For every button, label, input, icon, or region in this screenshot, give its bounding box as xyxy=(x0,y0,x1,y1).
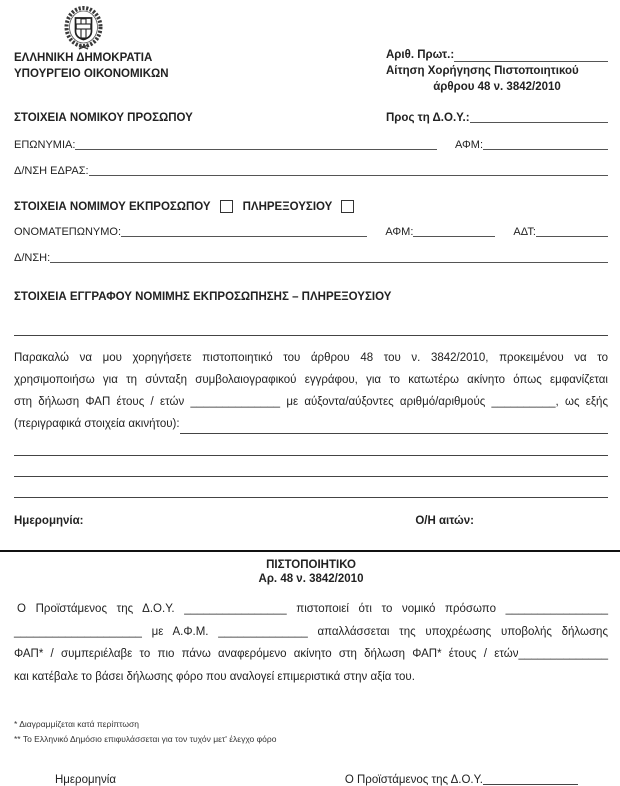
request-line: χρησιμοποιήσω για τη σύνταξη συμβολαιογραφικού εγγράφου, για το κατωτέρω ακίνητο όπως εμφανίζεται xyxy=(14,374,608,386)
issuing-authority xyxy=(14,47,169,95)
application-date-label: Ημερομηνία: xyxy=(14,515,84,527)
company-name-field[interactable] xyxy=(75,140,437,150)
property-description-label: (περιγραφικά στοιχεία ακινήτου): xyxy=(14,418,180,430)
rep-adt-field[interactable] xyxy=(536,227,608,237)
certificate-title: ΠΙΣΤΟΠΟΙΗΤΙΚΟ xyxy=(266,559,356,571)
footnotes xyxy=(14,717,608,747)
certificate-line: ____________________ με Α.Φ.Μ. ______________ απαλλάσσεται της υποχρέωσης υποβολής δήλωσης xyxy=(14,625,608,638)
application-title-line2: άρθρου 48 ν. 3842/2010 xyxy=(433,81,561,93)
doy-head-label: Ο Προϊστάμενος της Δ.Ο.Υ. xyxy=(344,774,483,786)
property-description-line[interactable] xyxy=(14,435,608,456)
org-line1: ΕΛΛΗΝΙΚΗ ΔΗΜΟΚΡΑΤΙΑ xyxy=(14,52,153,64)
rep-address-field[interactable] xyxy=(50,253,608,263)
certificate-line: και κατέβαλε το βάσει δήλωσης φόρο που αναλογεί επιμεριστικά στην αξία του. xyxy=(14,670,415,683)
request-line: στη δήλωση ΦΑΠ έτους / ετών ______________ με αύξοντα/αύξοντες αριθμό/αριθμούς __________, ως εξής xyxy=(14,396,608,408)
section-divider xyxy=(0,550,620,552)
certificate-date-label: Ημερομηνία xyxy=(55,774,116,786)
fullname-label: ΟΝΟΜΑΤΕΠΩΝΥΜΟ: xyxy=(14,226,122,238)
company-name-label: ΕΠΩΝΥΜΙΑ: xyxy=(14,139,76,151)
org-line2: ΥΠΟΥΡΓΕΙΟ ΟΙΚΟΝΟΜΙΚΩΝ xyxy=(14,68,169,80)
rep-afm-field[interactable] xyxy=(413,227,495,237)
greek-national-emblem-icon xyxy=(63,5,104,53)
rep-address-label: Δ/ΝΣΗ: xyxy=(14,252,51,264)
header-right-block xyxy=(386,47,608,95)
section-title-legal-entity: ΣΤΟΙΧΕΙΑ ΝΟΜΙΚΟΥ ΠΡΟΣΩΠΟΥ xyxy=(14,112,193,124)
to-doy-field[interactable] xyxy=(470,113,608,123)
proxy-checkbox[interactable] xyxy=(341,200,354,213)
proxy-label: ΠΛΗΡΕΞΟΥΣΙΟΥ xyxy=(242,200,333,213)
authorization-doc-field[interactable] xyxy=(14,303,608,336)
entity-afm-label: ΑΦΜ: xyxy=(454,139,483,151)
rep-adt-label: ΑΔΤ: xyxy=(513,226,536,238)
to-doy-label: Προς τη Δ.Ο.Υ.: xyxy=(386,112,470,124)
protocol-number-label: Αριθ. Πρωτ.: xyxy=(386,49,455,61)
footnote-strike-note: * Διαγραμμίζεται κατά περίπτωση xyxy=(14,719,139,729)
footnote-audit-note: ** Το Ελληνικό Δημόσιο επιφυλάσσεται για τον τυχόν μετ' έλεγχο φόρο xyxy=(14,734,277,744)
request-line: Παρακαλώ να μου χορηγήσετε πιστοποιητικό του άρθρου 48 του ν. 3842/2010, προκειμένου να το xyxy=(14,352,608,364)
property-description-line[interactable] xyxy=(14,456,608,477)
legal-representative-checkbox[interactable] xyxy=(220,200,233,213)
doy-head-signature-field[interactable] xyxy=(483,784,578,785)
rep-afm-label: ΑΦΜ: xyxy=(385,226,414,238)
certificate-line: Ο Προϊστάμενος της Δ.Ο.Υ. ________________ πιστοποιεί ότι το νομικό πρόσωπο ________________ xyxy=(17,603,608,615)
protocol-number-field[interactable] xyxy=(454,52,608,62)
hq-address-label: Δ/ΝΣΗ ΕΔΡΑΣ: xyxy=(14,165,89,177)
certificate-paragraph xyxy=(14,598,608,688)
certificate-line: ΦΑΠ* / συμπεριέλαβε το πιο πάνω αναφερόμενο ακίνητο στη δήλωση ΦΑΠ* έτους / ετών______________ xyxy=(14,648,608,660)
hq-address-field[interactable] xyxy=(89,166,608,176)
property-description-field[interactable] xyxy=(180,424,608,434)
section-title-authorization-doc: ΣΤΟΙΧΕΙΑ ΕΓΓΡΑΦΟΥ ΝΟΜΙΜΗΣ ΕΚΠΡΟΣΩΠΗΣΗΣ – ΠΛΗΡΕΞΟΥΣΙΟΥ xyxy=(14,291,392,303)
request-paragraph xyxy=(14,347,608,435)
section-title-representative: ΣΤΟΙΧΕΙΑ ΝΟΜΙΜΟΥ ΕΚΠΡΟΣΩΠΟΥ xyxy=(14,200,211,213)
entity-afm-field[interactable] xyxy=(483,140,608,150)
application-title-line1: Αίτηση Χορήγησης Πιστοποιητικού xyxy=(386,65,579,77)
fullname-field[interactable] xyxy=(121,227,367,237)
certificate-subtitle: Αρ. 48 ν. 3842/2010 xyxy=(258,573,364,585)
property-description-line[interactable] xyxy=(14,477,608,498)
applicant-label: Ο/Η αιτών: xyxy=(415,515,474,527)
